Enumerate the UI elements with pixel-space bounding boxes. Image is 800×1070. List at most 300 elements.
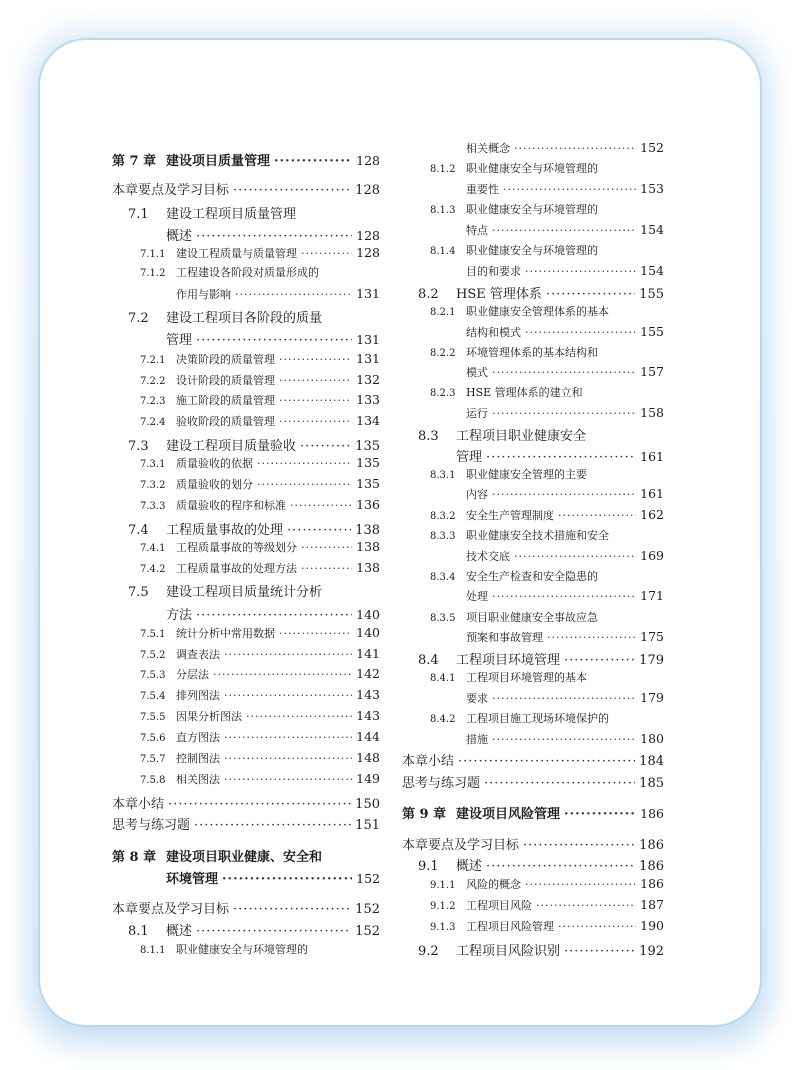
dot-leader — [290, 499, 352, 512]
toc-entry-title: 概述 — [166, 229, 193, 244]
toc-entry-title: 处理 — [466, 590, 488, 603]
dot-leader — [196, 608, 352, 623]
toc-entry-title: 措施 — [466, 733, 488, 746]
toc-entry-number: 7.5.8 — [140, 775, 166, 786]
toc-entry-page-number: 152 — [355, 902, 380, 917]
toc-entry[interactable] — [402, 834, 664, 853]
toc-entry-title: 安全生产管理制度 — [466, 509, 554, 522]
toc-entry-page-number: 179 — [640, 690, 664, 705]
toc-entry-number: 7.3.3 — [140, 501, 166, 512]
toc-entry[interactable] — [112, 625, 380, 641]
dot-leader — [224, 752, 352, 765]
toc-entry-number: 8.2.2 — [430, 348, 456, 359]
toc-entry-number: 8.3.5 — [430, 613, 456, 624]
toc-entry[interactable] — [402, 876, 664, 892]
toc-entry[interactable] — [112, 729, 380, 745]
dot-leader — [257, 457, 352, 470]
toc-entry-title: 建设工程项目质量验收 — [166, 439, 297, 454]
toc-entry[interactable] — [112, 329, 380, 348]
toc-entry-page-number: 128 — [356, 245, 380, 260]
dot-leader — [301, 541, 352, 554]
toc-entry-title: 结构和模式 — [466, 326, 521, 339]
toc-entry-page-number: 143 — [356, 708, 380, 723]
toc-entry-title: 工程项目施工现场环境保护的 — [466, 712, 609, 725]
toc-entry-title: 质量验收的划分 — [176, 478, 253, 491]
dot-leader — [492, 224, 636, 237]
toc-entry[interactable] — [112, 435, 380, 454]
toc-entry-page-number: 148 — [356, 750, 380, 765]
toc-entry-page-number: 142 — [356, 666, 380, 681]
toc-entry[interactable] — [112, 264, 380, 280]
toc-entry-title: HSE 管理体系 — [456, 287, 542, 302]
toc-entry-title: 分层法 — [176, 668, 209, 681]
dot-leader — [514, 550, 636, 563]
toc-entry[interactable] — [402, 283, 664, 302]
toc-entry[interactable] — [402, 222, 664, 238]
toc-entry-page-number: 136 — [356, 497, 380, 512]
toc-entry-number: 8.1.2 — [430, 164, 456, 175]
toc-entry-number: 7.3.2 — [140, 480, 166, 491]
toc-entry[interactable] — [112, 351, 380, 367]
toc-entry-number: 7.5.2 — [140, 650, 166, 661]
toc-entry-title: 职业健康安全管理的主要 — [466, 468, 587, 481]
toc-entry-title: 建设工程项目质量统计分析 — [166, 585, 323, 600]
toc-entry[interactable] — [402, 201, 664, 217]
dot-leader — [514, 142, 636, 155]
dot-leader — [564, 807, 636, 822]
toc-entry-page-number: 186 — [639, 838, 664, 853]
toc-entry-number: 7.3.1 — [140, 459, 166, 470]
toc-entry-number: 第 8 章 — [112, 850, 157, 865]
toc-entry-title: 相关概念 — [466, 142, 510, 155]
toc-entry-title: 思考与练习题 — [112, 818, 191, 833]
toc-entry[interactable] — [402, 750, 664, 769]
toc-entry-title: 环境管理 — [166, 872, 219, 887]
toc-entry-number: 8.3.1 — [430, 470, 456, 481]
toc-entry-title: 建设项目职业健康、安全和 — [166, 850, 323, 865]
toc-entry-page-number: 144 — [356, 729, 380, 744]
toc-entry-title: 工程项目环境管理的基本 — [466, 671, 587, 684]
toc-entry-title: 项目职业健康安全事故应急 — [466, 611, 598, 624]
dot-leader — [235, 288, 352, 301]
toc-entry[interactable] — [402, 405, 664, 421]
toc-entry-title: 管理 — [166, 333, 193, 348]
toc-entry[interactable] — [112, 941, 380, 957]
dot-leader — [224, 731, 352, 744]
dot-leader — [224, 648, 352, 661]
toc-entry[interactable] — [402, 486, 664, 502]
toc-entry[interactable] — [402, 242, 664, 258]
toc-entry[interactable] — [402, 669, 664, 685]
toc-entry-page-number: 162 — [640, 507, 664, 522]
toc-entry-number: 8.1.3 — [430, 205, 456, 216]
toc-entry-number: 8.1 — [128, 924, 149, 939]
toc-entry[interactable] — [402, 364, 664, 380]
toc-entry[interactable] — [112, 920, 380, 939]
toc-entry-title: 职业健康安全技术措施和安全 — [466, 529, 609, 542]
toc-entry-number: 9.1 — [418, 859, 439, 874]
toc-entry-title: 概述 — [166, 924, 193, 939]
dot-leader — [486, 450, 636, 465]
dot-leader — [279, 394, 352, 407]
toc-entry-page-number: 161 — [640, 449, 664, 464]
toc-entry-title: 要求 — [466, 692, 488, 705]
toc-entry-title: 风险的概念 — [466, 878, 521, 891]
toc-entry-page-number: 192 — [639, 944, 664, 959]
toc-entry-page-number: 158 — [640, 405, 664, 420]
dot-leader — [257, 478, 352, 491]
toc-entry-page-number: 150 — [355, 797, 380, 812]
toc-entry[interactable] — [402, 803, 664, 822]
toc-entry-title: 相关图法 — [176, 773, 220, 786]
toc-entry-title: 重要性 — [466, 183, 499, 196]
toc-entry[interactable] — [112, 814, 380, 833]
toc-entry-page-number: 186 — [639, 859, 664, 874]
dot-leader — [196, 229, 352, 244]
toc-entry-page-number: 151 — [355, 818, 380, 833]
toc-entry-page-number: 179 — [639, 653, 664, 668]
toc-entry[interactable] — [112, 560, 380, 576]
toc-entry-page-number: 135 — [356, 455, 380, 470]
toc-entry-number: 8.2 — [418, 287, 439, 302]
toc-entry-title: 建设项目风险管理 — [456, 807, 561, 822]
toc-entry-title: 工程质量事故的等级划分 — [176, 541, 297, 554]
toc-entry-page-number: 185 — [639, 776, 664, 791]
toc-entry[interactable] — [112, 708, 380, 724]
toc-entry-number: 7.5.1 — [140, 629, 166, 640]
toc-entry[interactable] — [112, 372, 380, 388]
toc-entry[interactable] — [112, 666, 380, 682]
toc-entry-number: 8.3.4 — [430, 572, 456, 583]
toc-entry[interactable] — [402, 855, 664, 874]
toc-entry-number: 8.1.4 — [430, 246, 456, 257]
toc-entry-title: 工程质量事故的处理方法 — [176, 562, 297, 575]
toc-entry[interactable] — [112, 581, 380, 600]
toc-entry-number: 7.5 — [128, 585, 149, 600]
toc-entry-title: 因果分析图法 — [176, 710, 242, 723]
toc-entry-page-number: 157 — [640, 364, 664, 379]
toc-entry-number: 第 9 章 — [402, 807, 447, 822]
dot-leader — [194, 818, 351, 833]
toc-entry[interactable] — [402, 344, 664, 360]
toc-entry-title: 职业健康安全与环境管理的 — [466, 162, 598, 175]
toc-entry-number: 7.5.4 — [140, 691, 166, 702]
dot-leader — [525, 265, 636, 278]
toc-entry[interactable] — [402, 918, 664, 934]
toc-entry-title: 工程建设各阶段对质量形成的 — [176, 266, 319, 279]
toc-entry-number: 9.2 — [418, 944, 439, 959]
dot-leader — [168, 797, 351, 812]
dot-leader — [301, 247, 352, 260]
dot-leader — [246, 710, 352, 723]
toc-entry[interactable] — [402, 303, 664, 319]
toc-entry-number: 8.3.3 — [430, 531, 456, 542]
toc-entry[interactable] — [112, 687, 380, 703]
toc-entry-number: 7.2.3 — [140, 396, 166, 407]
toc-entry-number: 7.2 — [128, 311, 149, 326]
toc-entry-page-number: 149 — [356, 771, 380, 786]
toc-entry-title: 决策阶段的质量管理 — [176, 353, 275, 366]
dot-leader — [274, 154, 352, 169]
toc-entry-number: 7.2.2 — [140, 376, 166, 387]
toc-entry-page-number: 180 — [640, 731, 664, 746]
toc-entry-title: 技术交底 — [466, 550, 510, 563]
toc-entry-page-number: 154 — [640, 263, 664, 278]
toc-entry-title: 设计阶段的质量管理 — [176, 374, 275, 387]
toc-entry[interactable] — [402, 897, 664, 913]
dot-leader — [525, 326, 636, 339]
toc-entry-page-number: 135 — [355, 439, 380, 454]
toc-entry-number: 7.4.2 — [140, 564, 166, 575]
toc-entry-page-number: 153 — [640, 181, 664, 196]
toc-entry[interactable] — [112, 497, 380, 513]
dot-leader — [484, 776, 635, 791]
toc-entry[interactable] — [112, 225, 380, 244]
toc-entry[interactable] — [402, 140, 664, 156]
toc-entry[interactable] — [112, 646, 380, 662]
toc-entry[interactable] — [402, 507, 664, 523]
toc-entry-page-number: 171 — [640, 588, 664, 603]
toc-entry-title: 验收阶段的质量管理 — [176, 415, 275, 428]
toc-entry-number: 8.4.1 — [430, 673, 456, 684]
toc-entry-page-number: 131 — [356, 351, 380, 366]
toc-entry[interactable] — [402, 425, 664, 444]
dot-leader — [525, 878, 636, 891]
toc-entry-number: 7.4 — [128, 523, 149, 538]
toc-entry[interactable] — [402, 548, 664, 564]
dot-leader — [546, 287, 635, 302]
toc-entry[interactable] — [402, 446, 664, 465]
toc-entry-number: 8.2.1 — [430, 307, 456, 318]
toc-entry-page-number: 152 — [356, 871, 380, 886]
toc-entry-number: 9.1.3 — [430, 922, 456, 933]
toc-entry-page-number: 128 — [356, 153, 380, 168]
toc-entry-number: 7.1 — [128, 207, 149, 222]
dot-leader — [492, 733, 636, 746]
toc-entry-title: 环境管理体系的基本结构和 — [466, 346, 598, 359]
dot-leader — [503, 183, 636, 196]
toc-entry-title: HSE 管理体系的建立和 — [466, 386, 583, 399]
toc-entry[interactable] — [402, 160, 664, 176]
toc-entry-page-number: 184 — [639, 754, 664, 769]
toc-entry-title: 管理 — [456, 450, 483, 465]
toc-entry[interactable] — [112, 898, 380, 917]
toc-entry-page-number: 186 — [640, 806, 664, 821]
dot-leader — [224, 689, 352, 702]
toc-entry-page-number: 131 — [356, 332, 380, 347]
toc-entry-page-number: 155 — [640, 324, 664, 339]
toc-entry[interactable] — [112, 519, 380, 538]
toc-entry-page-number: 138 — [355, 523, 380, 538]
toc-entry-number: 7.1.1 — [140, 249, 166, 260]
dot-leader — [492, 366, 636, 379]
toc-entry[interactable] — [402, 466, 664, 482]
dot-leader — [213, 668, 352, 681]
toc-entry-number: 第 7 章 — [112, 154, 157, 169]
toc-entry-title: 本章要点及学习目标 — [112, 902, 230, 917]
toc-entry-page-number: 138 — [356, 539, 380, 554]
dot-leader — [492, 590, 636, 603]
toc-entry[interactable] — [402, 690, 664, 706]
dot-leader — [196, 924, 351, 939]
dot-leader — [536, 899, 636, 912]
toc-entry[interactable] — [402, 940, 664, 959]
toc-entry-title: 工程质量事故的处理 — [166, 523, 284, 538]
toc-entry-title: 本章小结 — [402, 754, 455, 769]
toc-entry-title: 特点 — [466, 224, 488, 237]
toc-entry-page-number: 187 — [640, 897, 664, 912]
toc-entry[interactable] — [112, 793, 380, 812]
toc-entry-page-number: 140 — [356, 607, 380, 622]
toc-entry[interactable] — [112, 771, 380, 787]
toc-entry[interactable] — [112, 307, 380, 326]
dot-leader — [564, 653, 635, 668]
toc-entry-page-number: 140 — [356, 625, 380, 640]
toc-entry-title: 工程项目环境管理 — [456, 653, 561, 668]
toc-entry-title: 工程项目风险识别 — [456, 944, 561, 959]
toc-entry-title: 工程项目风险管理 — [466, 920, 554, 933]
toc-entry-title: 工程项目职业健康安全 — [456, 429, 587, 444]
dot-leader — [564, 944, 635, 959]
toc-entry-page-number: 134 — [356, 413, 380, 428]
toc-entry-title: 本章要点及学习目标 — [402, 838, 520, 853]
toc-entry-page-number: 175 — [640, 629, 664, 644]
toc-entry[interactable] — [402, 181, 664, 197]
toc-entry[interactable] — [402, 384, 664, 400]
toc-entry-page-number: 155 — [639, 287, 664, 302]
toc-entry[interactable] — [112, 455, 380, 471]
toc-entry-page-number: 161 — [640, 486, 664, 501]
toc-entry-number: 8.3.2 — [430, 511, 456, 522]
toc-entry-title: 建设工程质量与质量管理 — [176, 247, 297, 260]
toc-entry-title: 作用与影响 — [176, 288, 231, 301]
toc-entry[interactable] — [112, 413, 380, 429]
toc-entry-page-number: 138 — [356, 560, 380, 575]
toc-entry-number: 8.2.3 — [430, 388, 456, 399]
toc-entry-number: 8.4.2 — [430, 714, 456, 725]
toc-entry-number: 7.5.5 — [140, 712, 166, 723]
toc-entry-page-number: 143 — [356, 687, 380, 702]
toc-entry-number: 7.5.6 — [140, 733, 166, 744]
toc-entry[interactable] — [112, 750, 380, 766]
dot-leader — [486, 859, 635, 874]
toc-entry-number: 8.3 — [418, 429, 439, 444]
toc-entry-title: 内容 — [466, 488, 488, 501]
toc-entry-title: 工程项目风险 — [466, 899, 532, 912]
toc-entry[interactable] — [112, 539, 380, 555]
toc-entry[interactable] — [402, 772, 664, 791]
toc-entry[interactable] — [402, 263, 664, 279]
toc-entry-page-number: 152 — [640, 140, 664, 155]
toc-entry-number: 9.1.1 — [430, 880, 456, 891]
toc-entry[interactable] — [112, 868, 380, 887]
toc-entry[interactable] — [112, 392, 380, 408]
toc-entry[interactable] — [402, 629, 664, 645]
toc-entry[interactable] — [402, 731, 664, 747]
toc-entry-page-number: 128 — [355, 183, 380, 198]
toc-entry[interactable] — [402, 649, 664, 668]
toc-entry[interactable] — [112, 604, 380, 623]
toc-entry-page-number: 128 — [356, 228, 380, 243]
toc-entry[interactable] — [402, 710, 664, 726]
toc-entry-title: 建设工程项目各阶段的质量 — [166, 311, 323, 326]
toc-entry[interactable] — [112, 203, 380, 222]
toc-entry-number: 7.3 — [128, 439, 149, 454]
toc-entry-title: 本章要点及学习目标 — [112, 183, 230, 198]
toc-entry-title: 思考与练习题 — [402, 776, 481, 791]
toc-entry[interactable] — [112, 179, 380, 198]
toc-entry-title: 控制图法 — [176, 752, 220, 765]
dot-leader — [492, 488, 636, 501]
toc-entry-page-number: 132 — [356, 372, 380, 387]
toc-entry-title: 本章小结 — [112, 797, 165, 812]
dot-leader — [279, 415, 352, 428]
toc-entry[interactable] — [112, 150, 380, 169]
toc-entry-title: 质量验收的依据 — [176, 457, 253, 470]
toc-entry[interactable] — [112, 286, 380, 302]
toc-entry-title: 职业健康安全与环境管理的 — [466, 203, 598, 216]
toc-entry-number: 8.4 — [418, 653, 439, 668]
toc-entry-page-number: 131 — [356, 286, 380, 301]
dot-leader — [222, 872, 352, 887]
toc-entry[interactable] — [402, 568, 664, 584]
toc-entry-title: 安全生产检查和安全隐患的 — [466, 570, 598, 583]
toc-entry-title: 模式 — [466, 366, 488, 379]
toc-entry-page-number: 141 — [356, 646, 380, 661]
toc-entry-title: 目的和要求 — [466, 265, 521, 278]
toc-entry[interactable] — [402, 324, 664, 340]
dot-leader — [279, 374, 352, 387]
dot-leader — [300, 439, 351, 454]
toc-entry-number: 7.5.3 — [140, 670, 166, 681]
toc-entry-number: 8.1.1 — [140, 945, 166, 956]
dot-leader — [233, 183, 351, 198]
toc-entry-number: 7.2.1 — [140, 355, 166, 366]
toc-entry-number: 7.2.4 — [140, 417, 166, 428]
dot-leader — [279, 353, 352, 366]
toc-entry-title: 建设工程项目质量管理 — [166, 207, 297, 222]
toc-entry-title: 职业健康安全管理体系的基本 — [466, 305, 609, 318]
toc-entry[interactable] — [112, 476, 380, 492]
dot-leader — [279, 627, 352, 640]
dot-leader — [458, 754, 635, 769]
dot-leader — [492, 407, 636, 420]
toc-entry-title: 概述 — [456, 859, 483, 874]
toc-entry-page-number: 133 — [356, 392, 380, 407]
toc-entry-title: 建设项目质量管理 — [166, 154, 271, 169]
toc-entry[interactable] — [112, 245, 380, 261]
toc-entry[interactable] — [402, 588, 664, 604]
toc-entry-title: 方法 — [166, 608, 193, 623]
toc-entry-title: 质量验收的程序和标准 — [176, 499, 286, 512]
toc-entry-title: 排列图法 — [176, 689, 220, 702]
toc-entry-title: 直方图法 — [176, 731, 220, 744]
dot-leader — [196, 333, 352, 348]
dot-leader — [287, 523, 351, 538]
toc-entry[interactable] — [112, 846, 380, 865]
toc-entry-title: 职业健康安全与环境管理的 — [466, 244, 598, 257]
dot-leader — [301, 562, 352, 575]
toc-entry-page-number: 186 — [640, 876, 664, 891]
toc-entry-number: 7.4.1 — [140, 543, 166, 554]
dot-leader — [558, 509, 636, 522]
toc-entry-number: 9.1.2 — [430, 901, 456, 912]
toc-entry[interactable] — [402, 527, 664, 543]
toc-entry-title: 职业健康安全与环境管理的 — [176, 943, 308, 956]
toc-entry-page-number: 154 — [640, 222, 664, 237]
toc-entry[interactable] — [402, 609, 664, 625]
dot-leader — [558, 920, 636, 933]
